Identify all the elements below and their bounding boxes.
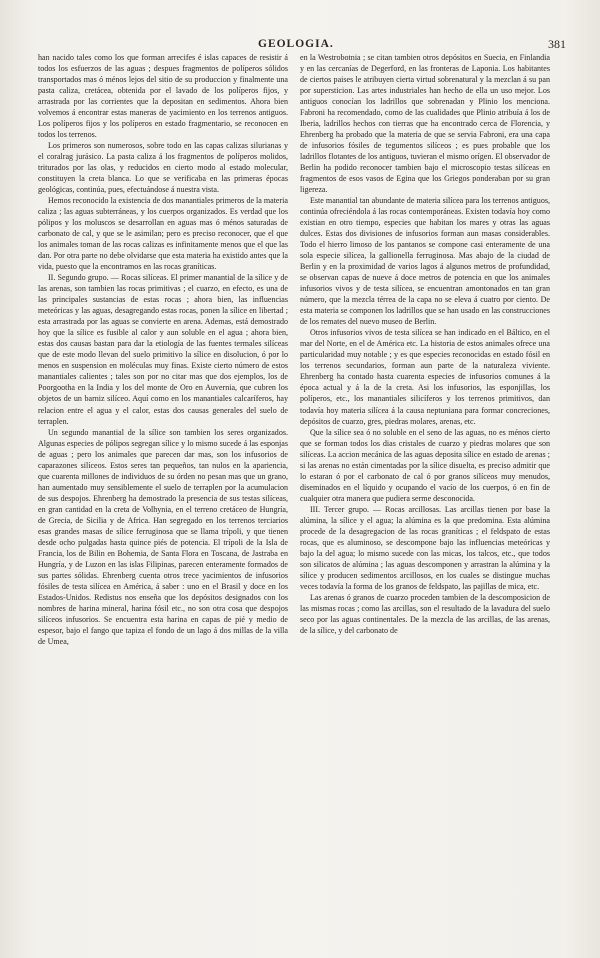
left-column — [38, 52, 288, 647]
paragraph: han nacido tales como los que forman arrecifes é islas capaces de resistir á todos los esfuerzos de las aguas ; despues fragmentos de políperos sólidos transportados mas ó ménos lejos del sitio de su produccion y finalmente una pasta caliza, cretácea, obtenida por el lavado de los políperos fijos, y arrastrada por las corrientes que la depositan en sedimentos. Ahora bien volvemos á encontrar estas maneras de yacimiento en los terrenos antiguos. Los políperos fijos y los políperos en estado fragmentario, se reconocen en todos los terrenos. — [38, 53, 288, 140]
paragraph: en la Westrobotnia ; se citan tambien otros depósitos en Suecia, en Finlandia y en las cercanías de Degerford, en las fronteras de Laponia. Los habitantes de ciertos paises le atribuyen cierta virtud sobrenatural y la mezclan á su pan por supersticion. Las artes industriales han hecho de ella un uso mejor. Los antiguos conocían los ladrillos que sobrenadan y Plinio los menciona. Fabroni ha recomendado, como de las cualidades que Plinio atribuía á los de Iberia, ladrillos hechos con tierras que ha encontrado cerca de Florencia, y Ehrenberg ha probado que la materia de que se servia Fabroni, era una capa de infusorios fósiles de tegumentos silíceos ; es pues probable que los ladrillos flotantes de los antiguos, tuvieran el mismo orígen. El observador de Berlin ha podido reconocer tambien bajo el microscopio testas silíceas en fragmentos de esos vasos de Egina que los Griegos ponderaban por su gran ligereza. — [300, 53, 550, 195]
paragraph: Este manantial tan abundante de materia silícea para los terrenos antiguos, continúa ofreciéndola á las rocas contemporáneas. Existen todavía hoy como existian en otro tiempo, especies que habitan los mares y otras las aguas dulces. Estas dos divisiones de infusorios forman aun masas considerables. Todo el hierro limoso de los pantanos se compone casi enteramente de una sola especie silícea, la gallionella ferruginosa. Mas abajo de la ciudad de Berlin y en la proximidad de varios lagos á algunos metros de profundidad, se observan capas de nueve á doce metros de potencia en que los animales infusorios vivos y de testa silícea, se encuentran amontonados en tan gran número, que la mezcla térrea de la capa no se eleva á cuatro por ciento. De esta materia se componen los ladrillos que se han usado en las construcciones de los remates del nuevo museo de Berlin. — [300, 196, 550, 327]
running-title: GEOLOGIA. — [258, 38, 334, 50]
paragraph: Otros infusorios vivos de testa silícea se han indicado en el Báltico, en el mar del Norte, en el de América etc. La historia de estos animales ofrece una particularidad muy notable ; y es que especies reconocidas en estado fósil en los terrenos secundarios, forman aun parte de la naturaleza viviente. Ehrenberg ha contado hasta cuarenta especies de infusorios comunes á la época actual y á la de la creta. Asi los infusorios, las esponjillas, los políperos, etc., los manantiales silicíferos y los terrenos primitivos, dan todavía hoy materia silícea á la causa neptuniana para formar concreciones, depósitos de cuarzo, gres, piedras molares, arenas, etc. — [300, 328, 550, 426]
right-column — [300, 52, 550, 636]
paragraph: Los primeros son numerosos, sobre todo en las capas calizas silurianas y el coralrag jurásico. La pasta caliza á los fragmentos de políperos molidos, triturados por las olas, y reducidos en cierto modo al estado molecular, constituyen la creta blanca. Lo que se verificaba en las primeras épocas geológicas, continúa, pues, efectuándose á nuestra vista. — [38, 141, 288, 195]
paragraph: Que la sílice sea ó no soluble en el seno de las aguas, no es ménos cierto que se forman todos los dias cristales de cuarzo y piedras molares que son silíceas. La accion mecánica de las aguas deposita sílice en estado de arenas ; si las arenas no están cimentadas por la sílice disuelta, es preciso admitir que lo estaran ó por el carbonato de cal ó por granos silíceos muy menudos, diseminados en el líquido y ocupando el vacío de los cuerpos, ó en fin de cualquier otra manera que pudiera serme desconocida. — [300, 427, 550, 503]
paragraph: III. Tercer grupo. — Rocas arcillosas. Las arcillas tienen por base la alúmina, la sílice y el agua; la alúmina es la que predomina. Esta alúmina procede de la desagregacion de las rocas graníticas ; el feldspato de estas rocas, que es aluminoso, se descompone bajo las influencias meteóricas y bajo la del agua; lo mismo sucede con las micas, los talcos, etc., que todos son silicatos de alúmina ; las aguas descomponen y arrastran la alúmina y la sílice y producen sedimentos arcillosos, en los cuales se distingue muchas veces todavía la forma de los granos de feldspato, las pajillas de mica, etc. — [300, 504, 550, 591]
paragraph: Las arenas ó granos de cuarzo proceden tambien de la descomposicion de las mismas rocas ; como las arcillas, son el resultado de la lavadura del suelo seco por las aguas continentales. De la mezcla de las arcillas, de las arenas, de la sílice, y del carbonato de — [300, 592, 550, 635]
paragraph: II. Segundo grupo. — Rocas silíceas. El primer manantial de la sílice y de las arenas, son tambien las rocas primitivas ; el cuarzo, en efecto, es una de las principales sustancias de estas rocas ; ahora bien, las influencias meteóricas y las aguas, desagregando estas rocas, ponen la sílice en libertad ; esta arrastrada por las aguas se convierte en arena. Ademas, está demostrado hoy que la sílice es fusible al calor y aun soluble en el agua ; ahora bien, estas dos causas bastan para dar la etiología de las fuentes termales silíceas que de este modo llevan del suelo primitivo la sílice en disolucion, ó por lo menos en suspension en moléculas muy finas. Existe cierto número de estos manantiales calientes ; tales son por no citar mas que dos ejemplos, los de Poorgootha en la India y los del monte de Oro en Auvernia, que cubren los objetos de un barniz silíceo. Aquí como en los manantiales calcaríferos, hay relacion entre el agua y el calor, estas dos causas generales del suelo de terraplen. — [38, 273, 288, 426]
paragraph: Hemos reconocido la existencia de dos manantiales primeros de la materia caliza ; las aguas subterráneas, y los cuerpos organizados. Es verdad que los pólipos y los moluscos se desarrollan en aguas mas ó ménos saturadas de carbonato de cal, y que se le asimilan; pero es preciso reconocer, que el que los animales toman de las rocas calizas es infinitamente menos que el que las dan. Por otra parte no debe olvidarse que esta materia ha existido antes que la vida, puesto que la encontramos en las rocas graníticas. — [38, 196, 288, 272]
page-number: 381 — [548, 37, 566, 51]
paragraph: Un segundo manantial de la sílice son tambien los seres organizados. Algunas especies de pólipos segregan sílice y lo mismo sucede á las esponjas de aguas ; pero los animales que parecen dar mas, son los infusorios de caparazones silíceos. Estos seres tan pequeños, tan nulos en la apariencia, que cuarenta millones de individuos de su órden no pesan mas que un grano, han aumentado muy sensiblemente el suelo de terraplen por la acumulacion de sus despojos. Ehrenberg ha demostrado la presencia de sus testas silíceas, en gran cantidad en la creta de Volhynia, en el terreno cretáceo de Hungría, de Grecia, de Sicilia y de Africa. Han segregado en los terrenos terciarios esas grandes masas de sílice ferruginosa que se llama trípoli, y que tienen desde ocho pulgadas hasta quince piés de potencia. El trípoli de la Isla de Francia, los de Bilin en Bohemia, de Santa Flora en Toscana, de Jastraba en Hungría, y de Luzon en las islas Filipinas, parecen enteramente formados de sus partes sólidas. Ehrenberg cuenta otros trece yacimientos de infusorios fósiles de testa silícea en América, á saber : uno en el Brasil y doce en los Estados-Unidos. Redistus nos enseña que los depósitos designados con los nombres de harina mineral, harina fósil etc., no son otra cosa que despojos silíceos infusorios. Se encuentra esta harina en capas de pié y medio de espesor, bajo el fango que tapiza el fondo de un lago á dos millas de la villa de Umea, — [38, 427, 288, 646]
